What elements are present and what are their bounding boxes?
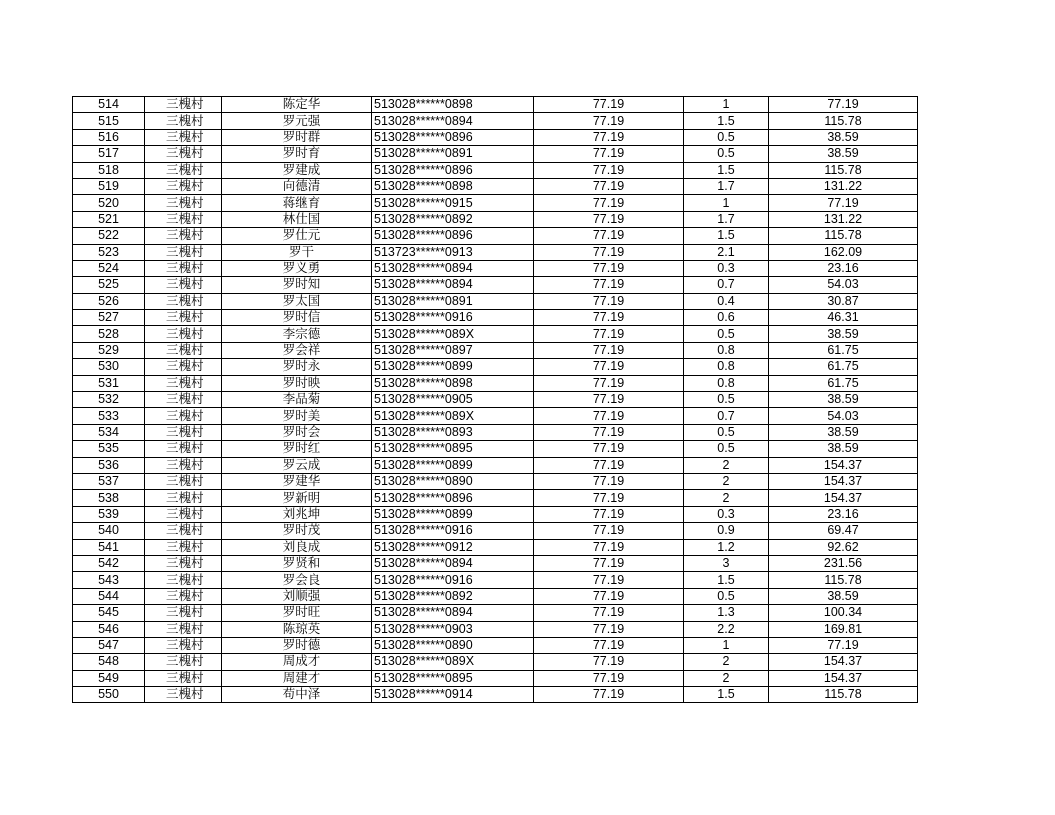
- table-row: [73, 228, 918, 244]
- area-cell: 1.5: [684, 687, 769, 703]
- unit-price-cell: 77.19: [534, 310, 684, 326]
- amount-cell: 54.03: [769, 408, 918, 424]
- amount-cell: 131.22: [769, 178, 918, 194]
- amount-cell: 23.16: [769, 506, 918, 522]
- unit-price-cell: 77.19: [534, 375, 684, 391]
- row-number-cell: 522: [73, 228, 145, 244]
- id-number-cell: 513028******0899: [372, 359, 534, 375]
- amount-cell: 154.37: [769, 654, 918, 670]
- id-number-cell: 513028******0897: [372, 342, 534, 358]
- amount-cell: 38.59: [769, 424, 918, 440]
- amount-cell: 30.87: [769, 293, 918, 309]
- amount-cell: 38.59: [769, 326, 918, 342]
- amount-cell: 61.75: [769, 375, 918, 391]
- village-cell: 三槐村: [145, 408, 222, 424]
- table-row: [73, 342, 918, 358]
- id-number-cell: 513028******0903: [372, 621, 534, 637]
- village-cell: 三槐村: [145, 539, 222, 555]
- id-number-cell: 513028******0894: [372, 605, 534, 621]
- table-row: [73, 441, 918, 457]
- id-number-cell: 513028******0891: [372, 293, 534, 309]
- table-row: [73, 490, 918, 506]
- table-row: [73, 146, 918, 162]
- row-number-cell: 534: [73, 424, 145, 440]
- row-number-cell: 550: [73, 687, 145, 703]
- table-row: [73, 424, 918, 440]
- id-number-cell: 513028******0898: [372, 178, 534, 194]
- amount-cell: 61.75: [769, 342, 918, 358]
- name-cell: 罗义勇: [222, 260, 372, 276]
- village-cell: 三槐村: [145, 375, 222, 391]
- id-number-cell: 513028******0894: [372, 113, 534, 129]
- amount-cell: 77.19: [769, 637, 918, 653]
- row-number-cell: 537: [73, 473, 145, 489]
- area-cell: 0.5: [684, 326, 769, 342]
- name-cell: 罗时信: [222, 310, 372, 326]
- area-cell: 2.2: [684, 621, 769, 637]
- table-row: [73, 457, 918, 473]
- village-cell: 三槐村: [145, 621, 222, 637]
- table-row: [73, 375, 918, 391]
- unit-price-cell: 77.19: [534, 244, 684, 260]
- unit-price-cell: 77.19: [534, 555, 684, 571]
- table-row: [73, 637, 918, 653]
- amount-cell: 154.37: [769, 490, 918, 506]
- unit-price-cell: 77.19: [534, 342, 684, 358]
- name-cell: 蒋继育: [222, 195, 372, 211]
- village-cell: 三槐村: [145, 687, 222, 703]
- area-cell: 2: [684, 473, 769, 489]
- table-row: [73, 654, 918, 670]
- unit-price-cell: 77.19: [534, 441, 684, 457]
- row-number-cell: 545: [73, 605, 145, 621]
- table-row: [73, 687, 918, 703]
- unit-price-cell: 77.19: [534, 490, 684, 506]
- village-cell: 三槐村: [145, 211, 222, 227]
- village-cell: 三槐村: [145, 588, 222, 604]
- row-number-cell: 546: [73, 621, 145, 637]
- area-cell: 1.2: [684, 539, 769, 555]
- area-cell: 0.3: [684, 506, 769, 522]
- name-cell: 李宗德: [222, 326, 372, 342]
- row-number-cell: 518: [73, 162, 145, 178]
- table-row: [73, 293, 918, 309]
- village-cell: 三槐村: [145, 178, 222, 194]
- village-cell: 三槐村: [145, 457, 222, 473]
- id-number-cell: 513028******0916: [372, 572, 534, 588]
- row-number-cell: 526: [73, 293, 145, 309]
- village-cell: 三槐村: [145, 506, 222, 522]
- row-number-cell: 543: [73, 572, 145, 588]
- row-number-cell: 542: [73, 555, 145, 571]
- row-number-cell: 529: [73, 342, 145, 358]
- unit-price-cell: 77.19: [534, 113, 684, 129]
- name-cell: 林仕国: [222, 211, 372, 227]
- table-row: [73, 97, 918, 113]
- unit-price-cell: 77.19: [534, 473, 684, 489]
- unit-price-cell: 77.19: [534, 506, 684, 522]
- row-number-cell: 548: [73, 654, 145, 670]
- row-number-cell: 515: [73, 113, 145, 129]
- row-number-cell: 547: [73, 637, 145, 653]
- name-cell: 刘兆坤: [222, 506, 372, 522]
- village-cell: 三槐村: [145, 473, 222, 489]
- name-cell: 罗会良: [222, 572, 372, 588]
- name-cell: 罗时群: [222, 129, 372, 145]
- row-number-cell: 525: [73, 277, 145, 293]
- area-cell: 0.5: [684, 146, 769, 162]
- name-cell: 罗云成: [222, 457, 372, 473]
- id-number-cell: 513723******0913: [372, 244, 534, 260]
- unit-price-cell: 77.19: [534, 293, 684, 309]
- village-cell: 三槐村: [145, 424, 222, 440]
- amount-cell: 154.37: [769, 457, 918, 473]
- amount-cell: 38.59: [769, 441, 918, 457]
- area-cell: 0.5: [684, 441, 769, 457]
- unit-price-cell: 77.19: [534, 539, 684, 555]
- row-number-cell: 521: [73, 211, 145, 227]
- area-cell: 3: [684, 555, 769, 571]
- row-number-cell: 549: [73, 670, 145, 686]
- id-number-cell: 513028******0899: [372, 457, 534, 473]
- name-cell: 罗时旺: [222, 605, 372, 621]
- name-cell: 罗新明: [222, 490, 372, 506]
- unit-price-cell: 77.19: [534, 162, 684, 178]
- id-number-cell: 513028******0896: [372, 162, 534, 178]
- row-number-cell: 519: [73, 178, 145, 194]
- area-cell: 1: [684, 637, 769, 653]
- village-cell: 三槐村: [145, 195, 222, 211]
- id-number-cell: 513028******0896: [372, 129, 534, 145]
- name-cell: 罗时育: [222, 146, 372, 162]
- row-number-cell: 539: [73, 506, 145, 522]
- row-number-cell: 541: [73, 539, 145, 555]
- id-number-cell: 513028******0894: [372, 555, 534, 571]
- area-cell: 2: [684, 490, 769, 506]
- unit-price-cell: 77.19: [534, 523, 684, 539]
- table-row: [73, 523, 918, 539]
- unit-price-cell: 77.19: [534, 392, 684, 408]
- area-cell: 0.5: [684, 129, 769, 145]
- table-row: [73, 555, 918, 571]
- amount-cell: 131.22: [769, 211, 918, 227]
- area-cell: 1.5: [684, 162, 769, 178]
- table-row: [73, 260, 918, 276]
- amount-cell: 77.19: [769, 97, 918, 113]
- table-row: [73, 277, 918, 293]
- unit-price-cell: 77.19: [534, 211, 684, 227]
- id-number-cell: 513028******0896: [372, 490, 534, 506]
- row-number-cell: 538: [73, 490, 145, 506]
- name-cell: 李品菊: [222, 392, 372, 408]
- area-cell: 0.5: [684, 424, 769, 440]
- name-cell: 向德清: [222, 178, 372, 194]
- id-number-cell: 513028******0890: [372, 637, 534, 653]
- amount-cell: 38.59: [769, 129, 918, 145]
- id-number-cell: 513028******0899: [372, 506, 534, 522]
- area-cell: 2: [684, 654, 769, 670]
- id-number-cell: 513028******0916: [372, 310, 534, 326]
- area-cell: 0.4: [684, 293, 769, 309]
- name-cell: 罗时茂: [222, 523, 372, 539]
- village-cell: 三槐村: [145, 523, 222, 539]
- village-cell: 三槐村: [145, 555, 222, 571]
- id-number-cell: 513028******0915: [372, 195, 534, 211]
- table-row: [73, 408, 918, 424]
- amount-cell: 54.03: [769, 277, 918, 293]
- unit-price-cell: 77.19: [534, 277, 684, 293]
- unit-price-cell: 77.19: [534, 97, 684, 113]
- id-number-cell: 513028******089X: [372, 326, 534, 342]
- table-row: [73, 572, 918, 588]
- row-number-cell: 536: [73, 457, 145, 473]
- row-number-cell: 540: [73, 523, 145, 539]
- id-number-cell: 513028******0912: [372, 539, 534, 555]
- table-row: [73, 392, 918, 408]
- id-number-cell: 513028******0898: [372, 375, 534, 391]
- unit-price-cell: 77.19: [534, 260, 684, 276]
- id-number-cell: 513028******0894: [372, 277, 534, 293]
- name-cell: 刘顺强: [222, 588, 372, 604]
- village-cell: 三槐村: [145, 572, 222, 588]
- area-cell: 0.8: [684, 342, 769, 358]
- area-cell: 1.5: [684, 113, 769, 129]
- id-number-cell: 513028******0893: [372, 424, 534, 440]
- amount-cell: 69.47: [769, 523, 918, 539]
- name-cell: 罗时美: [222, 408, 372, 424]
- area-cell: 1: [684, 195, 769, 211]
- amount-cell: 115.78: [769, 687, 918, 703]
- table-row: [73, 605, 918, 621]
- row-number-cell: 532: [73, 392, 145, 408]
- amount-cell: 231.56: [769, 555, 918, 571]
- id-number-cell: 513028******0891: [372, 146, 534, 162]
- amount-cell: 100.34: [769, 605, 918, 621]
- row-number-cell: 523: [73, 244, 145, 260]
- village-cell: 三槐村: [145, 113, 222, 129]
- table-row: [73, 621, 918, 637]
- amount-cell: 38.59: [769, 392, 918, 408]
- table-row: [73, 539, 918, 555]
- id-number-cell: 513028******0914: [372, 687, 534, 703]
- row-number-cell: 544: [73, 588, 145, 604]
- unit-price-cell: 77.19: [534, 146, 684, 162]
- table-row: [73, 473, 918, 489]
- area-cell: 1: [684, 97, 769, 113]
- village-cell: 三槐村: [145, 637, 222, 653]
- name-cell: 刘良成: [222, 539, 372, 555]
- village-cell: 三槐村: [145, 326, 222, 342]
- area-cell: 0.8: [684, 375, 769, 391]
- row-number-cell: 516: [73, 129, 145, 145]
- table-row: [73, 129, 918, 145]
- area-cell: 1.3: [684, 605, 769, 621]
- id-number-cell: 513028******0892: [372, 588, 534, 604]
- amount-cell: 92.62: [769, 539, 918, 555]
- table-row: [73, 162, 918, 178]
- name-cell: 罗建华: [222, 473, 372, 489]
- row-number-cell: 531: [73, 375, 145, 391]
- table-row: [73, 670, 918, 686]
- amount-cell: 115.78: [769, 228, 918, 244]
- village-cell: 三槐村: [145, 605, 222, 621]
- amount-cell: 61.75: [769, 359, 918, 375]
- name-cell: 周建才: [222, 670, 372, 686]
- id-number-cell: 513028******0905: [372, 392, 534, 408]
- id-number-cell: 513028******0895: [372, 670, 534, 686]
- table-row: [73, 326, 918, 342]
- table-row: [73, 195, 918, 211]
- name-cell: 罗元强: [222, 113, 372, 129]
- amount-cell: 77.19: [769, 195, 918, 211]
- area-cell: 1.5: [684, 228, 769, 244]
- village-cell: 三槐村: [145, 490, 222, 506]
- area-cell: 2: [684, 457, 769, 473]
- village-cell: 三槐村: [145, 670, 222, 686]
- amount-cell: 154.37: [769, 473, 918, 489]
- name-cell: 罗干: [222, 244, 372, 260]
- area-cell: 1.7: [684, 211, 769, 227]
- id-number-cell: 513028******089X: [372, 654, 534, 670]
- name-cell: 罗时德: [222, 637, 372, 653]
- row-number-cell: 517: [73, 146, 145, 162]
- row-number-cell: 514: [73, 97, 145, 113]
- id-number-cell: 513028******0896: [372, 228, 534, 244]
- data-sheet: [72, 96, 917, 703]
- name-cell: 罗时永: [222, 359, 372, 375]
- table-row: [73, 113, 918, 129]
- row-number-cell: 524: [73, 260, 145, 276]
- unit-price-cell: 77.19: [534, 228, 684, 244]
- village-cell: 三槐村: [145, 441, 222, 457]
- table-row: [73, 359, 918, 375]
- unit-price-cell: 77.19: [534, 588, 684, 604]
- name-cell: 苟中泽: [222, 687, 372, 703]
- table-row: [73, 178, 918, 194]
- name-cell: 周成才: [222, 654, 372, 670]
- area-cell: 2: [684, 670, 769, 686]
- name-cell: 罗时映: [222, 375, 372, 391]
- area-cell: 0.8: [684, 359, 769, 375]
- row-number-cell: 535: [73, 441, 145, 457]
- area-cell: 0.3: [684, 260, 769, 276]
- unit-price-cell: 77.19: [534, 654, 684, 670]
- amount-cell: 115.78: [769, 572, 918, 588]
- amount-cell: 46.31: [769, 310, 918, 326]
- unit-price-cell: 77.19: [534, 408, 684, 424]
- unit-price-cell: 77.19: [534, 670, 684, 686]
- unit-price-cell: 77.19: [534, 621, 684, 637]
- village-cell: 三槐村: [145, 260, 222, 276]
- id-number-cell: 513028******0890: [372, 473, 534, 489]
- area-cell: 0.7: [684, 408, 769, 424]
- table-row: [73, 211, 918, 227]
- table-row: [73, 310, 918, 326]
- amount-cell: 38.59: [769, 146, 918, 162]
- row-number-cell: 527: [73, 310, 145, 326]
- area-cell: 2.1: [684, 244, 769, 260]
- amount-cell: 115.78: [769, 113, 918, 129]
- area-cell: 1.5: [684, 572, 769, 588]
- name-cell: 罗贤和: [222, 555, 372, 571]
- id-number-cell: 513028******0895: [372, 441, 534, 457]
- village-cell: 三槐村: [145, 342, 222, 358]
- name-cell: 罗太国: [222, 293, 372, 309]
- village-cell: 三槐村: [145, 293, 222, 309]
- amount-cell: 169.81: [769, 621, 918, 637]
- name-cell: 陈琼英: [222, 621, 372, 637]
- amount-cell: 23.16: [769, 260, 918, 276]
- area-cell: 0.9: [684, 523, 769, 539]
- area-cell: 0.5: [684, 588, 769, 604]
- unit-price-cell: 77.19: [534, 637, 684, 653]
- unit-price-cell: 77.19: [534, 195, 684, 211]
- unit-price-cell: 77.19: [534, 359, 684, 375]
- unit-price-cell: 77.19: [534, 129, 684, 145]
- name-cell: 罗时会: [222, 424, 372, 440]
- village-cell: 三槐村: [145, 162, 222, 178]
- village-cell: 三槐村: [145, 129, 222, 145]
- row-number-cell: 530: [73, 359, 145, 375]
- id-number-cell: 513028******0892: [372, 211, 534, 227]
- name-cell: 罗建成: [222, 162, 372, 178]
- table-body: [73, 97, 918, 703]
- amount-cell: 38.59: [769, 588, 918, 604]
- village-cell: 三槐村: [145, 392, 222, 408]
- table-row: [73, 506, 918, 522]
- village-cell: 三槐村: [145, 277, 222, 293]
- id-number-cell: 513028******0916: [372, 523, 534, 539]
- table-row: [73, 244, 918, 260]
- amount-cell: 115.78: [769, 162, 918, 178]
- name-cell: 罗时红: [222, 441, 372, 457]
- amount-cell: 154.37: [769, 670, 918, 686]
- area-cell: 0.5: [684, 392, 769, 408]
- unit-price-cell: 77.19: [534, 326, 684, 342]
- area-cell: 0.6: [684, 310, 769, 326]
- village-cell: 三槐村: [145, 310, 222, 326]
- row-number-cell: 520: [73, 195, 145, 211]
- name-cell: 罗会祥: [222, 342, 372, 358]
- village-cell: 三槐村: [145, 244, 222, 260]
- unit-price-cell: 77.19: [534, 457, 684, 473]
- area-cell: 1.7: [684, 178, 769, 194]
- id-number-cell: 513028******0894: [372, 260, 534, 276]
- unit-price-cell: 77.19: [534, 572, 684, 588]
- unit-price-cell: 77.19: [534, 605, 684, 621]
- name-cell: 陈定华: [222, 97, 372, 113]
- name-cell: 罗时知: [222, 277, 372, 293]
- row-number-cell: 528: [73, 326, 145, 342]
- amount-cell: 162.09: [769, 244, 918, 260]
- unit-price-cell: 77.19: [534, 687, 684, 703]
- unit-price-cell: 77.19: [534, 424, 684, 440]
- row-number-cell: 533: [73, 408, 145, 424]
- id-number-cell: 513028******089X: [372, 408, 534, 424]
- table-row: [73, 588, 918, 604]
- village-cell: 三槐村: [145, 654, 222, 670]
- id-number-cell: 513028******0898: [372, 97, 534, 113]
- village-cell: 三槐村: [145, 97, 222, 113]
- unit-price-cell: 77.19: [534, 178, 684, 194]
- village-cell: 三槐村: [145, 146, 222, 162]
- village-cell: 三槐村: [145, 228, 222, 244]
- data-table: [72, 96, 918, 703]
- village-cell: 三槐村: [145, 359, 222, 375]
- name-cell: 罗仕元: [222, 228, 372, 244]
- area-cell: 0.7: [684, 277, 769, 293]
